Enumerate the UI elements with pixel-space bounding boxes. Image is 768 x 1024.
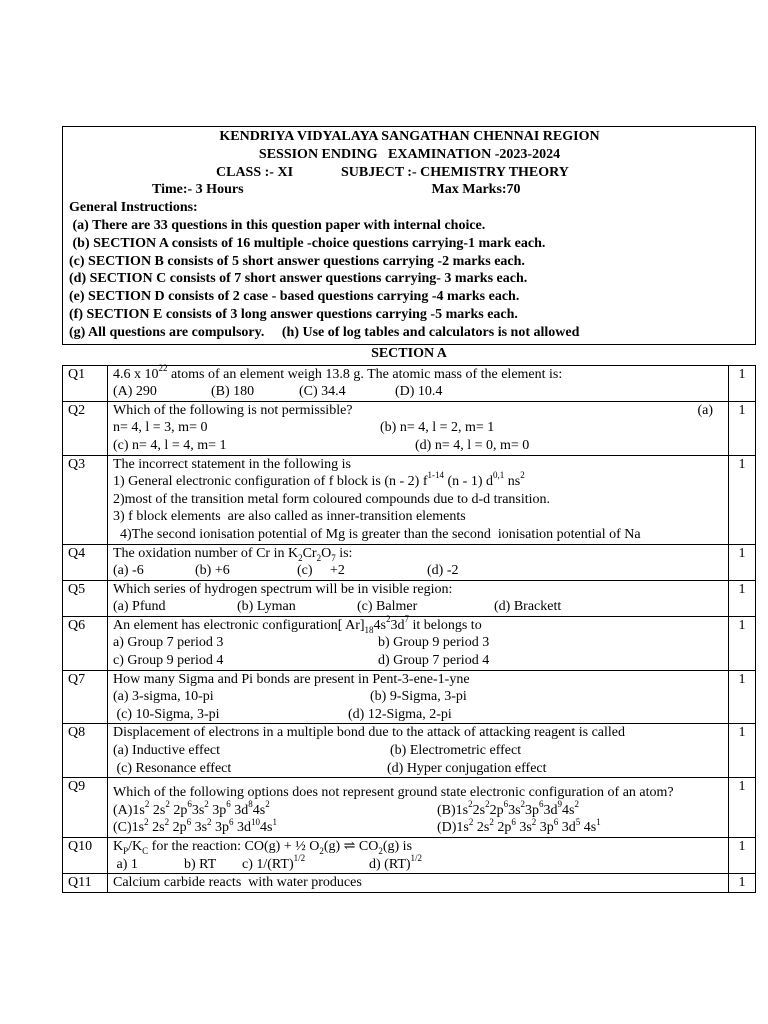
- section-title: SECTION A: [371, 345, 447, 361]
- superscript: 1-14: [427, 470, 444, 481]
- options-row: [113, 742, 723, 760]
- option-b: (b) n= 4, l = 2, m= 1: [380, 420, 495, 436]
- instruction-d: (d) SECTION C consists of 7 short answer questions carrying- 3 marks each.: [69, 271, 528, 287]
- question-text: [113, 545, 723, 563]
- marks: 1: [729, 616, 756, 670]
- question-body: [108, 874, 729, 893]
- statement-2: 2)most of the transition metal form coloured compounds due to d-d transition.: [113, 491, 551, 507]
- question-body: [108, 778, 729, 838]
- option-c: (c) Balmer: [357, 599, 418, 615]
- question-body: [108, 362, 729, 401]
- text-part: ns: [504, 474, 521, 490]
- statement-4: 4)The second ionisation potential of Mg is greater than the second ionisation potential of Na: [113, 526, 641, 542]
- subscript: 2: [319, 845, 324, 856]
- options-row: [113, 383, 723, 401]
- text-part: /K: [128, 839, 143, 854]
- class-subject-row: [69, 164, 750, 182]
- table-row: [63, 724, 756, 778]
- superscript: 7: [404, 614, 409, 625]
- question-body: [108, 455, 729, 544]
- text-part: (g) is: [382, 839, 413, 854]
- marks: 1: [729, 544, 756, 580]
- option-a: (a) Pfund: [113, 599, 166, 615]
- option-a: (a) Inductive effect: [113, 743, 221, 759]
- question-text: Displacement of electrons in a multiple bond due to the attack of attacking reagent is called: [113, 725, 625, 741]
- statement-3: 3) f block elements are also called as inner-transition elements: [113, 509, 466, 525]
- options-row: [113, 419, 723, 437]
- text-part: An element has electronic configuration[ Ar]: [113, 617, 365, 633]
- table-row: [63, 365, 756, 401]
- options-row: [113, 598, 723, 616]
- question-paper: [62, 126, 756, 893]
- question-text: Which of the following is not permissible?: [113, 402, 353, 418]
- question-body: [108, 580, 729, 616]
- question-number: Q2: [63, 401, 108, 455]
- question-body: [108, 616, 729, 670]
- marks: 1: [729, 874, 756, 893]
- exam-title: SESSION ENDING EXAMINATION -2023-2024: [258, 146, 561, 162]
- option-c: (c) 10-Sigma, 3-pi: [113, 706, 220, 722]
- marks: 1: [729, 670, 756, 724]
- option-d: (d) 12-Sigma, 2-pi: [348, 706, 452, 722]
- table-row: [63, 838, 756, 874]
- superscript: 0,1: [493, 470, 505, 481]
- option-a: (a) 3-sigma, 10-pi: [113, 689, 214, 705]
- text-part: 4s: [373, 617, 386, 633]
- option-c: c) Group 9 period 4: [113, 653, 224, 669]
- question-number: Q5: [63, 580, 108, 616]
- subscript: P: [123, 845, 129, 856]
- question-text: [113, 614, 723, 635]
- options-row: [113, 706, 723, 724]
- table-row: [63, 670, 756, 724]
- option-a: $(A)1s^2$ $2s^2$ $2p^63s^2$ $3p^6$ $3d^84s^2$: [113, 799, 270, 818]
- option-c: (c) n= 4, l = 4, m= 1: [113, 437, 227, 453]
- option-c: (c) +2: [297, 563, 345, 579]
- text-part: is:: [335, 545, 353, 561]
- questions-table: [62, 362, 756, 893]
- option-a: n= 4, l = 3, m= 0: [113, 420, 208, 436]
- marks: 1: [729, 724, 756, 778]
- marks: 1: [729, 401, 756, 455]
- marks: 1: [729, 838, 756, 874]
- text-part: Cr: [302, 545, 317, 561]
- superscript: 2: [385, 614, 391, 625]
- options-row: [113, 562, 723, 580]
- option-b: b) RT: [184, 856, 217, 872]
- option-d: (d) Brackett: [494, 599, 562, 615]
- instruction-c: (c) SECTION B consists of 5 short answer questions carrying -2 marks each.: [69, 253, 525, 269]
- max-marks-label: Max Marks:70: [431, 182, 521, 198]
- option-c: $(C)1s^2$ $2s^2$ $2p^6$ $3s^2$ $3p^6$ $3d^{10}4s^1$: [113, 816, 277, 836]
- option-a: (a) -6: [113, 563, 144, 579]
- question-number: Q9: [63, 778, 108, 838]
- subscript: 2: [298, 552, 303, 563]
- superscript: 1/2: [293, 852, 306, 863]
- option-b: b) Group 9 period 3: [378, 635, 490, 651]
- option-b: (B) 180: [211, 384, 255, 400]
- instruction-a: (a) There are 33 questions in this question paper with internal choice.: [69, 217, 486, 233]
- question-body: [108, 838, 729, 874]
- subscript: 7: [331, 552, 336, 563]
- option-d: (d) -2: [427, 563, 459, 579]
- text-part: 1) General electronic configuration of f block is (n - 2) f: [113, 474, 428, 490]
- question-text: How many Sigma and Pi bonds are present in Pent-3-ene-1-yne: [113, 671, 470, 687]
- subscript: 2: [316, 552, 322, 563]
- superscript: 1/2: [410, 852, 423, 863]
- text-part: K: [113, 839, 124, 854]
- options-row: [113, 852, 723, 874]
- text-part: for the reaction: CO(g) + ½ O: [148, 839, 320, 854]
- table-row: [63, 580, 756, 616]
- option-b: (b) 9-Sigma, 3-pi: [370, 689, 467, 705]
- option-b: (b) +6: [195, 563, 230, 579]
- text-part: (n - 1) d: [444, 474, 493, 490]
- question-body: [108, 724, 729, 778]
- question-body: [108, 544, 729, 580]
- option-b: $(B)1s^22s^22p^63s^23p^63d^94s^2$: [437, 799, 579, 818]
- question-number: Q3: [63, 455, 108, 544]
- marks: 1: [729, 580, 756, 616]
- option-d: (d) Hyper conjugation effect: [387, 760, 547, 776]
- text-part: it belongs to: [408, 617, 482, 633]
- instruction-g-h: (g) All questions are compulsory. (h) Use of log tables and calculators is not allowed: [69, 324, 580, 340]
- options-row: [113, 760, 723, 778]
- time-label: Time:- 3 Hours: [152, 182, 244, 198]
- option-a-label: (a): [697, 402, 713, 418]
- option-a: a) Group 7 period 3: [113, 635, 224, 651]
- option-a: a) 1: [113, 856, 138, 872]
- instruction-f: (f) SECTION E consists of 3 long answer questions carrying -5 marks each.: [69, 306, 518, 322]
- question-body: [108, 670, 729, 724]
- subscript: 18: [364, 624, 374, 635]
- question-number: Q6: [63, 616, 108, 670]
- org-title: KENDRIYA VIDYALAYA SANGATHAN CHENNAI REGION: [219, 129, 600, 144]
- question-number: Q1: [63, 365, 108, 401]
- text-part: d) (RT): [369, 856, 411, 872]
- question-text: Which series of hydrogen spectrum will be in visible region:: [113, 581, 453, 597]
- marks: 1: [729, 455, 756, 544]
- subscript: C: [142, 845, 149, 856]
- option-b: (b) Lyman: [237, 599, 296, 615]
- instruction-b: (b) SECTION A consists of 16 multiple -choice questions carrying-1 mark each.: [69, 235, 546, 251]
- table-row: [63, 544, 756, 580]
- options-row: [113, 688, 723, 706]
- question-text: Calcium carbide reacts with water produces: [113, 875, 362, 891]
- options-row: [113, 634, 723, 652]
- question-number: Q10: [63, 838, 108, 874]
- instructions-title: General Instructions:: [69, 200, 198, 216]
- question-text: The incorrect statement in the following is: [113, 456, 351, 472]
- question-number: Q4: [63, 544, 108, 580]
- text-part: 4.6 x 10: [113, 366, 159, 382]
- question-text-row: [113, 402, 723, 420]
- option-d: (d) n= 4, l = 0, m= 0: [415, 437, 530, 453]
- statement-1: [113, 470, 723, 491]
- option-d: [369, 852, 423, 874]
- class-label: CLASS :- XI: [216, 164, 294, 180]
- table-row: [63, 455, 756, 544]
- table-row: [63, 616, 756, 670]
- table-row: [63, 401, 756, 455]
- text-part: (g) ⇌ CO: [323, 839, 379, 854]
- option-c: [242, 852, 369, 874]
- text-part: c) 1/(RT): [242, 856, 294, 872]
- question-number: Q8: [63, 724, 108, 778]
- option-d: $(D)1s^2$ $2s^2$ $2p^6$ $3s^2$ $3p^6$ $3d^5$ $4s^1$: [437, 816, 601, 836]
- option-a: (A) 290: [113, 384, 157, 400]
- subject-label: SUBJECT :- CHEMISTRY THEORY: [341, 164, 569, 180]
- options-row: [113, 652, 723, 670]
- question-text: [113, 362, 723, 384]
- text-part: The oxidation number of Cr in K: [113, 545, 299, 561]
- marks: 1: [729, 365, 756, 401]
- question-number: Q7: [63, 670, 108, 724]
- marks: 1: [729, 778, 756, 838]
- table-row: [63, 778, 756, 838]
- table-row: [63, 874, 756, 893]
- text-part: 3d: [390, 617, 405, 633]
- text-part: atoms of an element weigh 13.8 g. The atomic mass of the element is:: [167, 366, 563, 382]
- option-c: (C) 34.4: [299, 384, 346, 400]
- text-part: O: [321, 545, 332, 561]
- question-body: [108, 401, 729, 455]
- time-marks-row: [69, 181, 750, 199]
- paper-header: [62, 126, 756, 345]
- options-row: [113, 799, 723, 820]
- superscript: 22: [158, 362, 168, 373]
- options-row: [113, 816, 723, 837]
- option-d: d) Group 7 period 4: [378, 653, 490, 669]
- option-d: (D) 10.4: [395, 384, 443, 400]
- options-row: [113, 437, 723, 455]
- question-text: Which of the following options does not represent ground state electronic configuration of an atom?: [113, 785, 674, 801]
- option-b: (b) Electrometric effect: [390, 743, 522, 759]
- option-c: (c) Resonance effect: [113, 760, 232, 776]
- question-number: Q11: [63, 874, 108, 893]
- subscript: 2: [378, 845, 383, 856]
- instruction-e: (e) SECTION D consists of 2 case - based questions carrying -4 marks each.: [69, 289, 520, 305]
- superscript: 2: [520, 470, 525, 481]
